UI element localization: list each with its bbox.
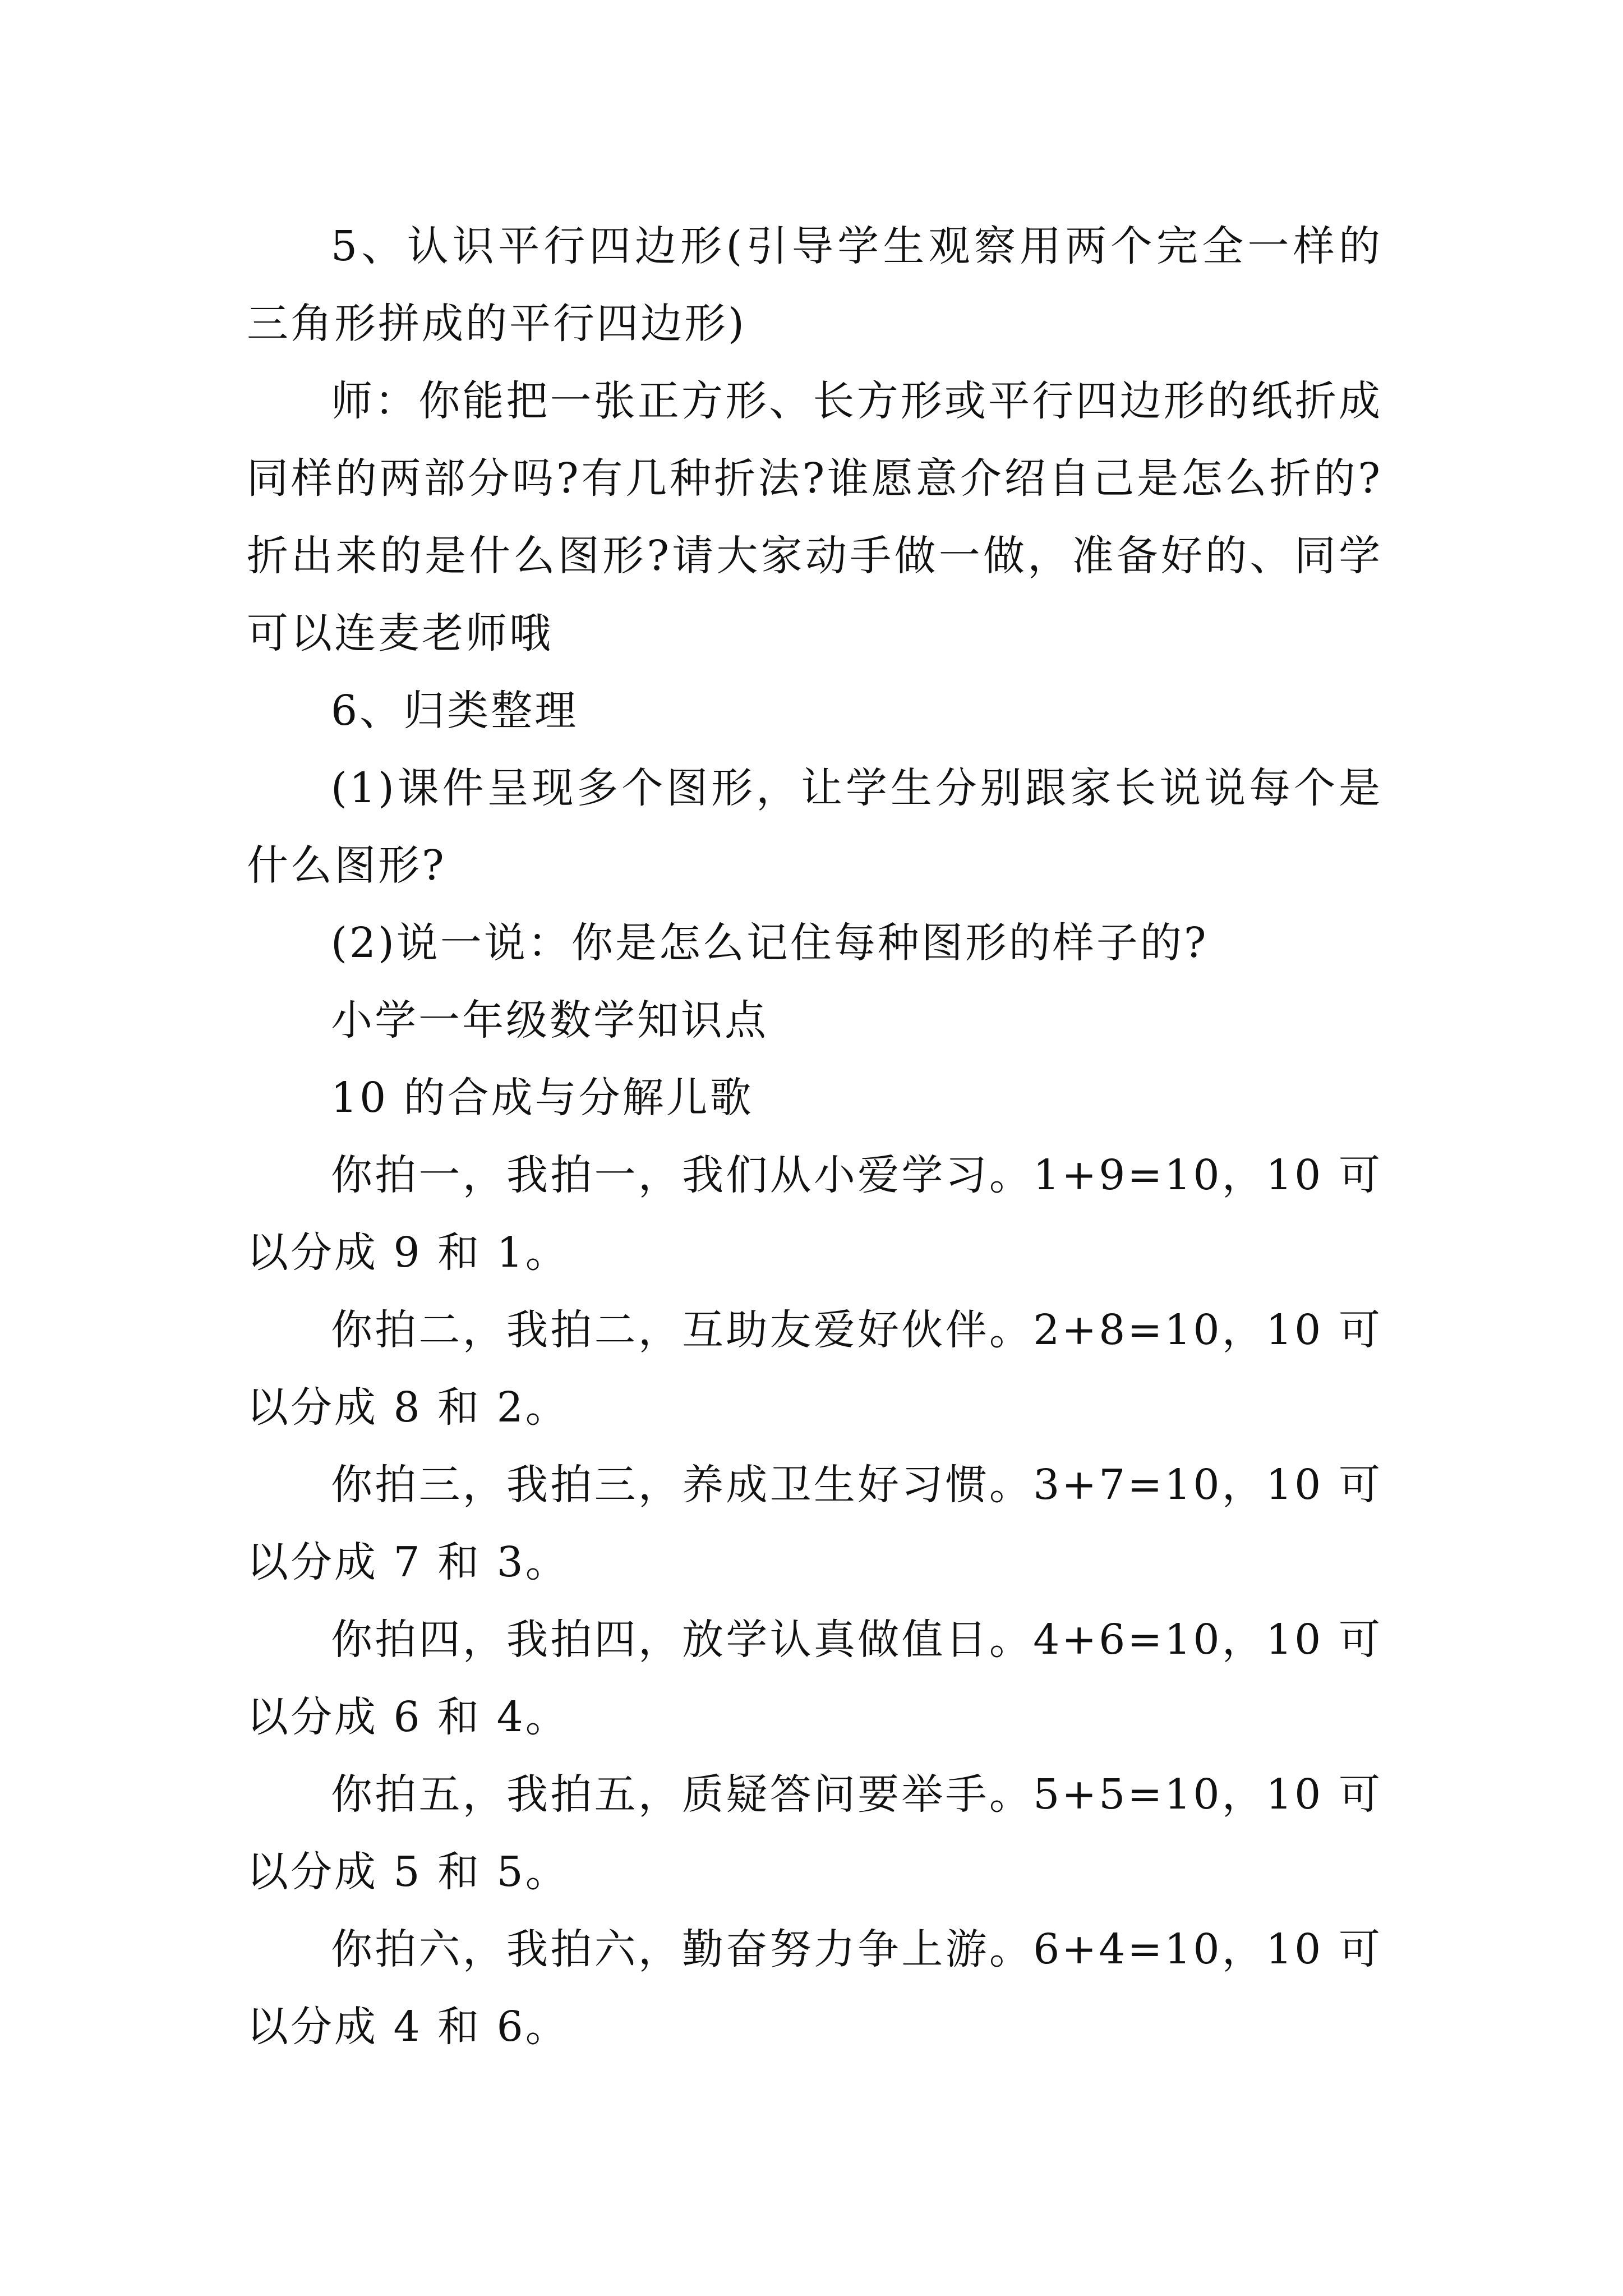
- paragraph-say-it: (2)说一说：你是怎么记住每种图形的样子的?: [331, 919, 1209, 967]
- rhyme-line: 你拍四，我拍四，放学认真做值日。4+6=10，10 可以分成 6 和 4。: [247, 1616, 1382, 1741]
- section-title: 小学一年级数学知识点: [331, 996, 768, 1045]
- rhyme-line: 你拍六，我拍六，勤奋努力争上游。6+4=10，10 可以分成 4 和 6。: [247, 1925, 1382, 2051]
- document-body: [247, 208, 1382, 2065]
- rhyme-title: 10 的合成与分解儿歌: [331, 1074, 754, 1122]
- paragraph-parallelogram: 5、认识平行四边形(引导学生观察用两个完全一样的三角形拼成的平行四边形): [247, 222, 1382, 348]
- paragraph-courseware: (1)课件呈现多个图形，让学生分别跟家长说说每个是什么图形?: [247, 764, 1382, 890]
- rhyme-line: 你拍二，我拍二，互助友爱好伙伴。2+8=10，10 可以分成 8 和 2。: [247, 1306, 1382, 1432]
- rhyme-line: 你拍三，我拍三，养成卫生好习惯。3+7=10，10 可以分成 7 和 3。: [247, 1461, 1382, 1586]
- paragraph-classify-heading: 6、归类整理: [331, 687, 579, 735]
- rhyme-line: 你拍五，我拍五，质疑答问要举手。5+5=10，10 可以分成 5 和 5。: [247, 1770, 1382, 1896]
- paragraph-teacher-question: 师：你能把一张正方形、长方形或平行四边形的纸折成同样的两部分吗?有几种折法?谁愿意介绍自己是怎么折的?折出来的是什么图形?请大家动手做一做，准备好的、同学可以连麦老师哦: [247, 377, 1382, 657]
- rhyme-line: 你拍一，我拍一，我们从小爱学习。1+9=10，10 可以分成 9 和 1。: [247, 1151, 1382, 1277]
